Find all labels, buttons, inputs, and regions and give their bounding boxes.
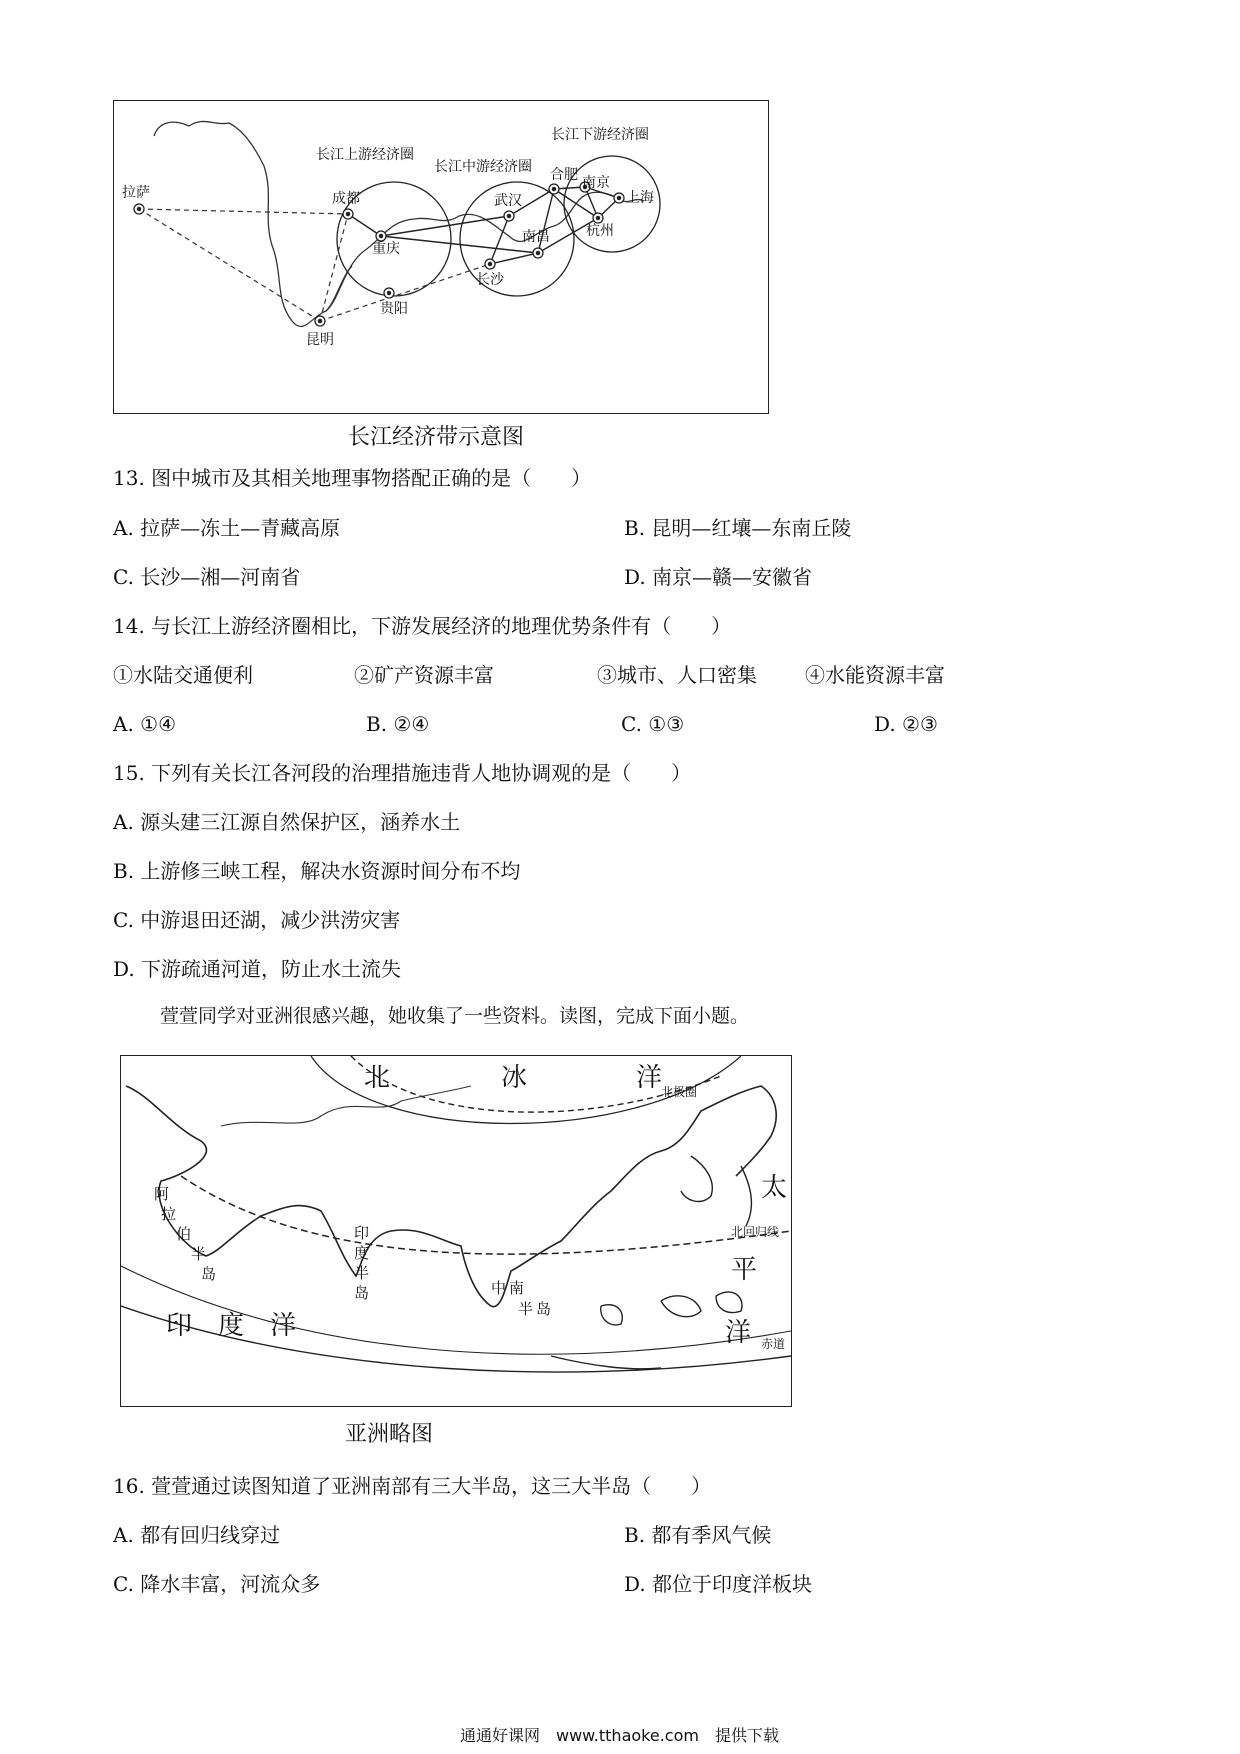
asia-coastline: [126, 1086, 776, 1307]
svg-text:岛: 岛: [536, 1300, 552, 1318]
label-middle-circle: 长江中游经济圈: [434, 159, 532, 175]
label-pacific-1: 太: [761, 1173, 788, 1203]
label-nanchang: 南昌: [522, 229, 550, 245]
label-shanghai: 上海: [626, 190, 654, 206]
q14-item-2: ②矿产资源丰富: [354, 663, 494, 687]
q16-option-b[interactable]: B. 都有季风气候: [624, 1523, 772, 1547]
tropic-line: [181, 1176, 791, 1254]
svg-text:南: 南: [509, 1279, 525, 1297]
q13-stem: 13. 图中城市及其相关地理事物搭配正确的是（ ）: [113, 466, 592, 490]
group-intro: 萱萱同学对亚洲很感兴趣，她收集了一些资料。读图，完成下面小题。: [160, 1005, 750, 1027]
label-indian-ocean: 印 度 洋: [166, 1311, 297, 1341]
label-chengdu: 成都: [332, 191, 360, 207]
q14-item-3: ③城市、人口密集: [597, 663, 757, 687]
label-pacific-3: 洋: [725, 1318, 752, 1348]
svg-text:岛: 岛: [201, 1265, 217, 1283]
label-wuhan: 武汉: [494, 193, 522, 209]
asia-map: [120, 1055, 792, 1407]
label-lasa: 拉萨: [122, 185, 150, 201]
q15-option-d[interactable]: D. 下游疏通河道，防止水土流失: [113, 957, 402, 981]
svg-text:阿: 阿: [154, 1185, 170, 1203]
label-changsha: 长沙: [476, 272, 504, 288]
q16-option-d[interactable]: D. 都位于印度洋板块: [624, 1572, 813, 1596]
figure1-caption: 长江经济带示意图: [348, 425, 525, 450]
q15-stem: 15. 下列有关长江各河段的治理措施违背人地协调观的是（ ）: [113, 761, 692, 785]
q14-option-d[interactable]: D. ②③: [874, 712, 938, 736]
yangtze-map: [113, 100, 769, 414]
label-hangzhou: 杭州: [586, 223, 614, 239]
dashed-links: [139, 209, 490, 321]
yangtze-map-svg: [114, 101, 768, 413]
label-arabia: [154, 1185, 216, 1283]
q13-option-d[interactable]: D. 南京—赣—安徽省: [624, 565, 813, 589]
label-north-3: 洋: [636, 1063, 663, 1093]
q14-stem: 14. 与长江上游经济圈相比，下游发展经济的地理优势条件有（ ）: [113, 614, 732, 638]
label-tropic: 北回归线: [731, 1225, 780, 1239]
label-indochina: [491, 1279, 551, 1318]
label-nanjing: 南京: [582, 175, 610, 191]
label-kunming: 昆明: [306, 332, 334, 348]
q14-option-b[interactable]: B. ②④: [366, 712, 430, 736]
figure2-caption: 亚洲略图: [345, 1422, 434, 1447]
svg-text:中: 中: [491, 1279, 507, 1297]
svg-text:岛: 岛: [354, 1284, 370, 1302]
label-north-2: 冰: [501, 1063, 528, 1093]
label-upper-circle: 长江上游经济圈: [316, 147, 414, 163]
svg-text:度: 度: [354, 1244, 370, 1262]
q14-item-1: ①水陆交通便利: [113, 663, 253, 687]
q16-option-a[interactable]: A. 都有回归线穿过: [113, 1523, 281, 1547]
q14-option-a[interactable]: A. ①④: [113, 712, 177, 736]
label-lower-circle: 长江下游经济圈: [551, 127, 649, 143]
svg-text:半: 半: [191, 1245, 207, 1263]
q15-option-a[interactable]: A. 源头建三江源自然保护区，涵养水土: [113, 810, 461, 834]
label-chongqing: 重庆: [372, 241, 400, 257]
q13-option-b[interactable]: B. 昆明—红壤—东南丘陵: [624, 516, 852, 540]
label-equator: 赤道: [761, 1337, 786, 1351]
q16-option-c[interactable]: C. 降水丰富，河流众多: [113, 1572, 321, 1596]
svg-text:印: 印: [354, 1224, 370, 1242]
asia-map-svg: [121, 1056, 791, 1406]
q15-option-b[interactable]: B. 上游修三峡工程，解决水资源时间分布不均: [113, 859, 521, 883]
label-arctic-circle: 北极圈: [661, 1085, 698, 1099]
label-guiyang: 贵阳: [380, 301, 408, 317]
svg-text:半: 半: [518, 1300, 534, 1318]
label-north-1: 北: [364, 1063, 391, 1093]
islands: [551, 1292, 742, 1369]
svg-text:伯: 伯: [176, 1225, 192, 1243]
q15-option-c[interactable]: C. 中游退田还湖，减少洪涝灾害: [113, 908, 401, 932]
q13-option-a[interactable]: A. 拉萨—冻土—青藏高原: [113, 516, 341, 540]
svg-text:半: 半: [354, 1264, 370, 1282]
q14-option-c[interactable]: C. ①③: [621, 712, 685, 736]
svg-text:拉: 拉: [161, 1205, 177, 1223]
label-pacific-2: 平: [731, 1255, 758, 1285]
page-footer: 通通好课网 www.tthaoke.com 提供下载: [460, 1726, 779, 1745]
q14-item-4: ④水能资源丰富: [805, 663, 945, 687]
label-hefei: 合肥: [550, 167, 578, 183]
q13-option-c[interactable]: C. 长沙—湘—河南省: [113, 565, 301, 589]
q16-stem: 16. 萱萱通过读图知道了亚洲南部有三大半岛，这三大半岛（ ）: [113, 1474, 712, 1498]
